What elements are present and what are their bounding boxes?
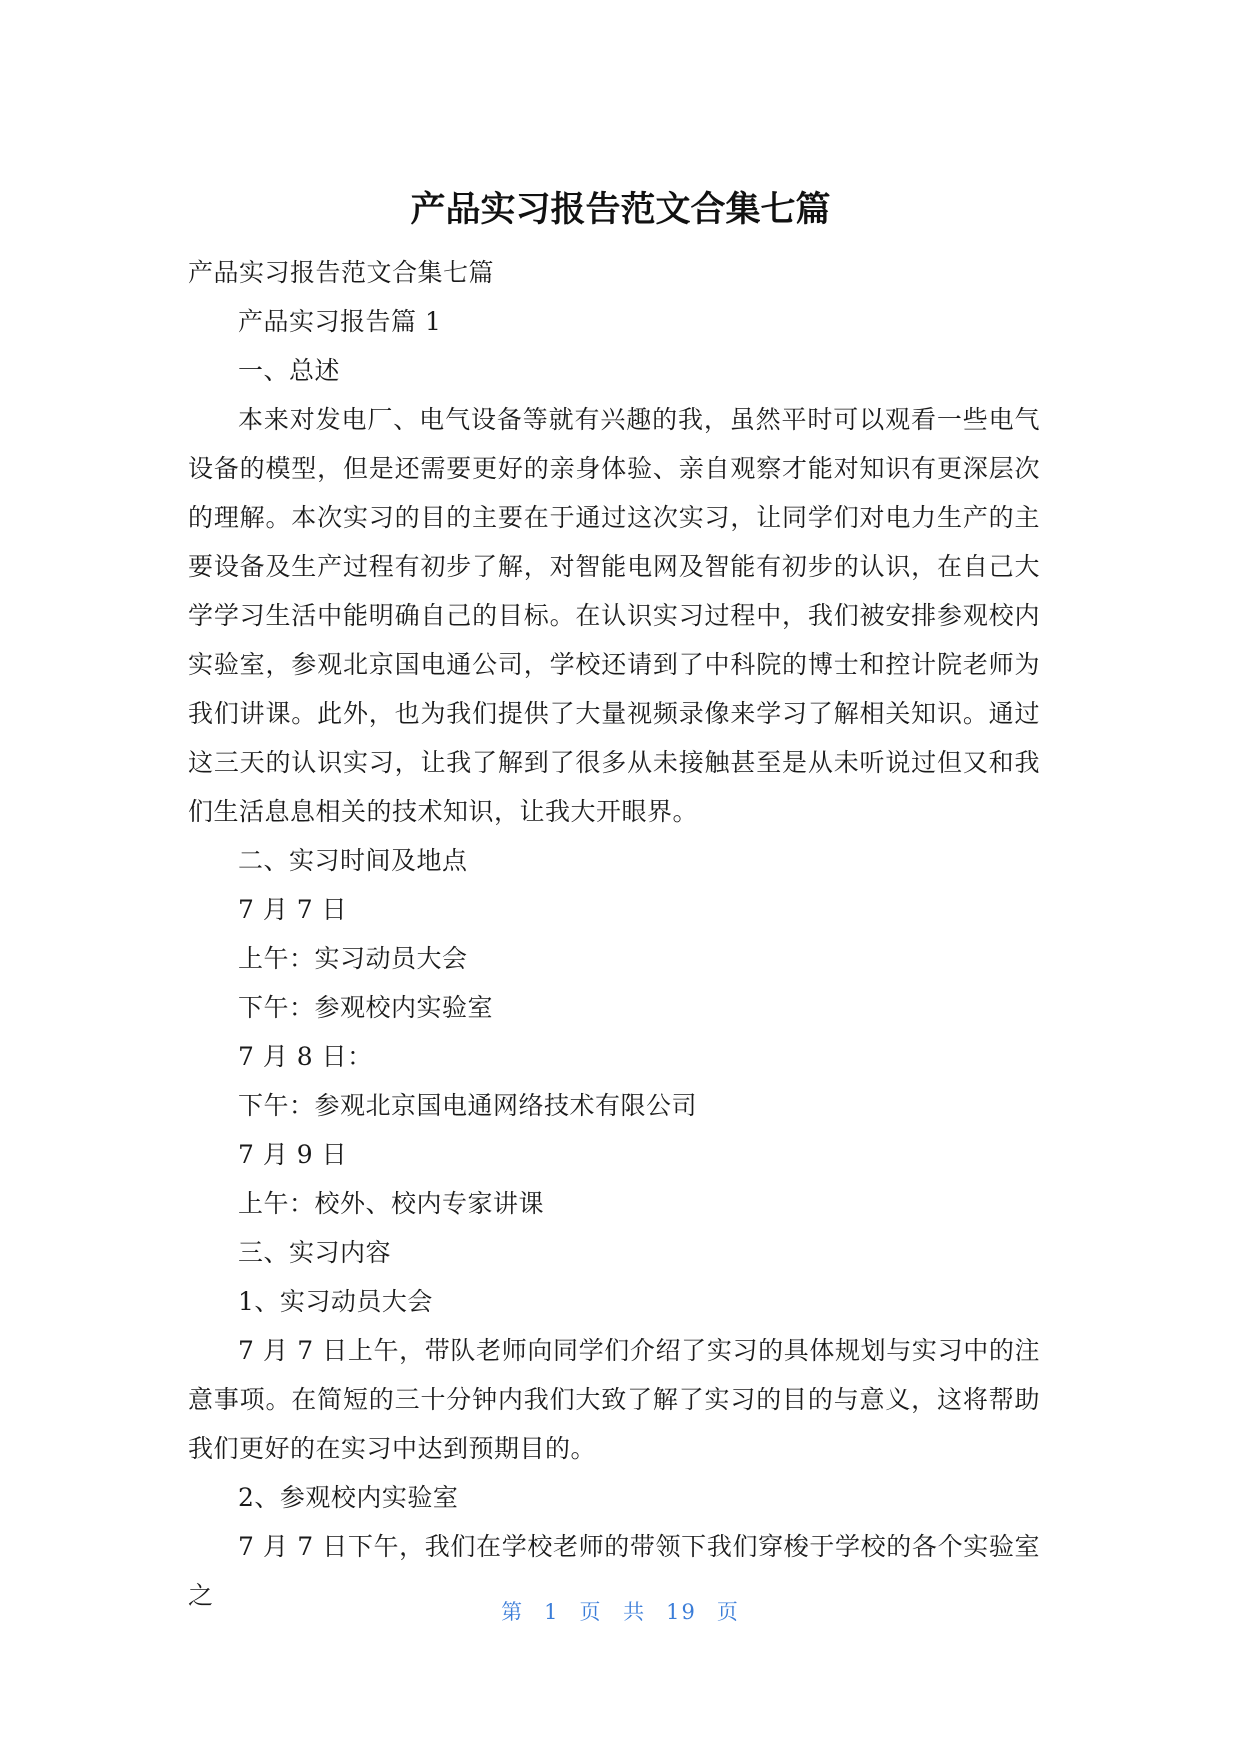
paragraph-schedule-item: 上午：实习动员大会 bbox=[238, 944, 468, 973]
footer-prefix: 第 bbox=[501, 1600, 525, 1624]
paragraph-heading-overview: 一、总述 bbox=[238, 356, 341, 385]
paragraph-overview-body: 本来对发电厂、电气设备等就有兴趣的我，虽然平时可以观看一些电气设备的模型，但是还需要更好的亲身体验、亲自观察才能对知识有更深层次的理解。本次实习的目的主要在于通过这次实习，让同学们对电力生产的主要设备及生产过程有初步了解，对智能电网及智能有初步的认识，在自己大学学习生活中能明确自己的目标。在认识实习过程中，我们被安排参观校内实验室，参观北京国电通公司，学校还请到了中科院的博士和控计院老师为我们讲课。此外，也为我们提供了大量视频录像来学习了解相关知识。通过这三天的认识实习，让我了解到了很多从未接触甚至是从未听说过但又和我们生活息息相关的技术知识，让我大开眼界。 bbox=[188, 405, 1040, 826]
footer-page-number: 1 bbox=[544, 1600, 560, 1624]
paragraph-date-7-8: 7 月 8 日： bbox=[238, 1042, 373, 1071]
page-footer bbox=[0, 1596, 1241, 1626]
document-body bbox=[188, 248, 1040, 1620]
paragraph-heading-content: 三、实习内容 bbox=[238, 1238, 392, 1267]
footer-middle: 页 共 bbox=[579, 1600, 647, 1624]
paragraph-heading-time-place: 二、实习时间及地点 bbox=[238, 846, 468, 875]
paragraph-subtitle: 产品实习报告范文合集七篇 bbox=[188, 258, 495, 287]
document-title: 产品实习报告范文合集七篇 bbox=[410, 190, 831, 230]
paragraph-subheading-1: 1、实习动员大会 bbox=[238, 1287, 433, 1316]
footer-suffix: 页 bbox=[716, 1600, 740, 1624]
paragraph-schedule-item: 下午：参观校内实验室 bbox=[238, 993, 494, 1022]
paragraph-subheading-2: 2、参观校内实验室 bbox=[238, 1483, 459, 1512]
paragraph-mobilization-body: 7 月 7 日上午，带队老师向同学们介绍了实习的具体规划与实习中的注意事项。在简短的三十分钟内我们大致了解了实习的目的与意义，这将帮助我们更好的在实习中达到预期目的。 bbox=[188, 1336, 1040, 1463]
paragraph-schedule-item: 上午：校外、校内专家讲课 bbox=[238, 1189, 545, 1218]
paragraph-lab-visit-body: 7 月 7 日下午，我们在学校老师的带领下我们穿梭于学校的各个实验室之 bbox=[188, 1532, 1040, 1610]
paragraph-schedule-item: 下午：参观北京国电通网络技术有限公司 bbox=[238, 1091, 698, 1120]
footer-total-pages: 19 bbox=[666, 1600, 697, 1624]
paragraph-section-heading: 产品实习报告篇 1 bbox=[238, 307, 442, 336]
paragraph-date-7-9: 7 月 9 日 bbox=[238, 1140, 348, 1169]
paragraph-date-7-7: 7 月 7 日 bbox=[238, 895, 348, 924]
